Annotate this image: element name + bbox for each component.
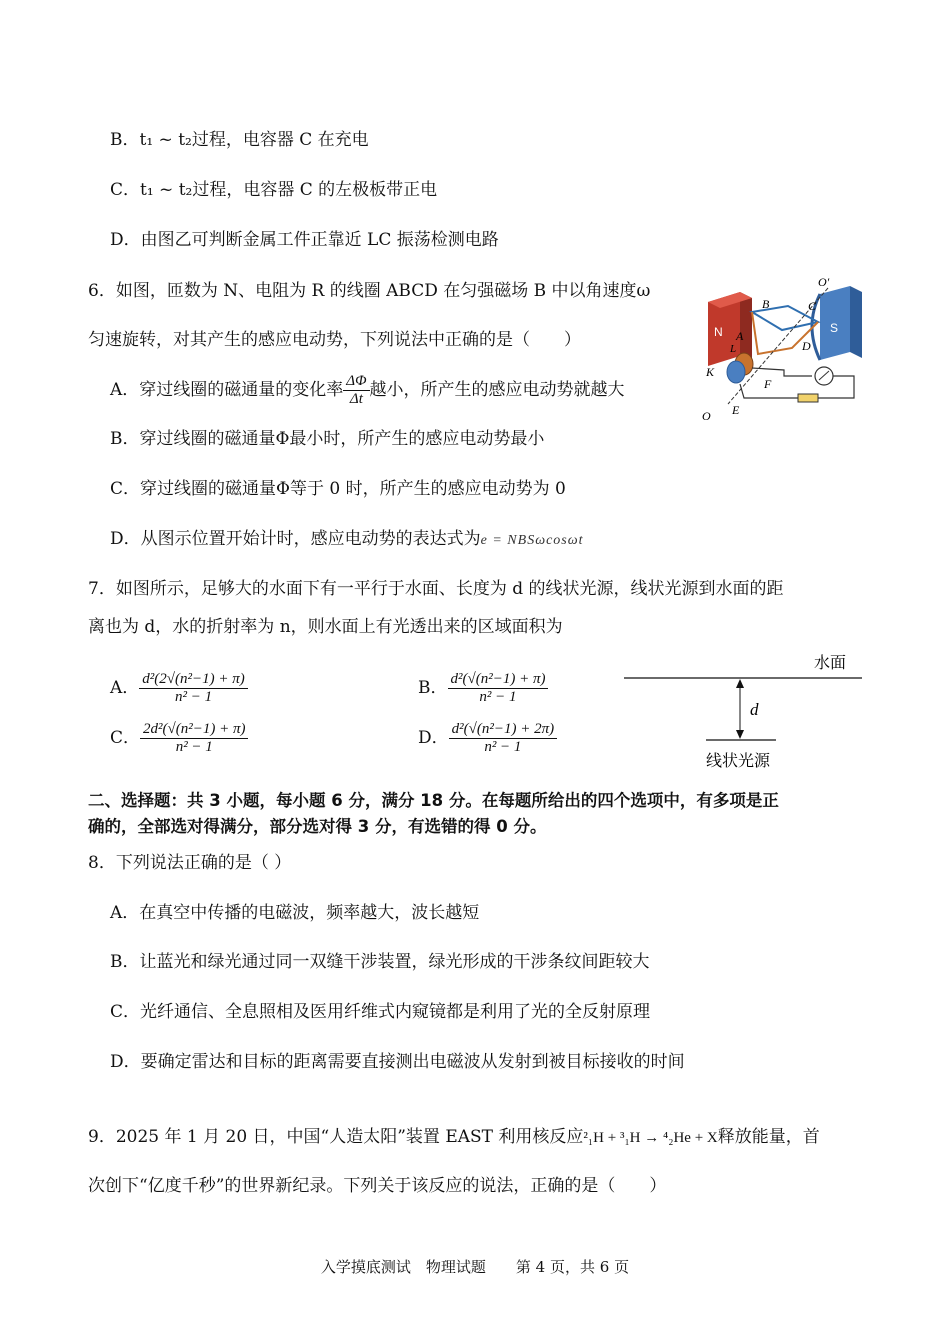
q7-option-d xyxy=(418,718,557,758)
q7-option-b-label: B． xyxy=(418,678,448,698)
label-f: F xyxy=(764,377,772,391)
label-o-prime: O′ xyxy=(818,275,830,289)
q7-option-c xyxy=(110,718,248,758)
arrow-down-icon xyxy=(736,730,744,739)
label-o: O xyxy=(702,409,711,423)
q8-stem: 8．下列说法正确的是（ ） xyxy=(88,853,292,873)
q7-a-num: d²(2√(n²−1) + π) xyxy=(139,671,247,689)
q7-b-den: n² − 1 xyxy=(479,689,517,705)
q5-option-c: C．t₁ ~ t₂过程，电容器 C 的左极板带正电 xyxy=(110,180,438,200)
page-footer: 入学摸底测试 物理试题 第 4 页，共 6 页 xyxy=(320,1258,630,1276)
q7-c-num: 2d²(√(n²−1) + π) xyxy=(140,721,248,739)
q7-option-a xyxy=(110,668,248,708)
q7-water-figure xyxy=(620,650,870,775)
q9-stem-line2: 次创下“亿度千秒”的世界新纪录。下列关于该反应的说法，正确的是（ ） xyxy=(88,1176,667,1196)
q5-option-b: B．t₁ ~ t₂过程，电容器 C 在充电 xyxy=(110,130,369,150)
label-a: A xyxy=(736,329,744,343)
q6-option-c: C．穿过线圈的磁通量Φ等于 0 时，所产生的感应电动势为 0 xyxy=(110,479,566,499)
q6-option-a xyxy=(110,372,625,408)
q8-option-b: B．让蓝光和绿光通过同一双缝干涉装置，绿光形成的干涉条纹间距较大 xyxy=(110,952,650,972)
q7-option-b xyxy=(418,668,548,708)
q8-option-a: A．在真空中传播的电磁波，频率越大，波长越短 xyxy=(110,903,480,923)
label-l: L xyxy=(730,343,737,355)
q6-option-d-formula: e = NBSωcosωt xyxy=(480,533,584,548)
q6-generator-figure xyxy=(700,274,865,424)
q7-d-num: d²(√(n²−1) + 2π) xyxy=(449,721,557,739)
distance-label: d xyxy=(750,700,759,719)
q7-option-d-fraction xyxy=(449,721,557,756)
q6-option-d-pre: D．从图示位置开始计时，感应电动势的表达式为 xyxy=(110,529,481,549)
section2-line2: 确的，全部选对得满分，部分选对得 3 分，有选错的得 0 分。 xyxy=(88,817,547,836)
label-e: E xyxy=(732,403,740,417)
source-label: 线状光源 xyxy=(706,751,771,770)
q6-option-d xyxy=(110,528,584,552)
q7-option-d-label: D． xyxy=(418,728,449,748)
q7-b-num: d²(√(n²−1) + π) xyxy=(448,671,549,689)
label-b: B xyxy=(762,297,770,311)
q6-option-a-fraction xyxy=(343,373,369,408)
q8-option-c: C．光纤通信、全息照相及医用纤维式内窥镜都是利用了光的全反射原理 xyxy=(110,1002,651,1022)
q7-stem-line2: 离也为 d，水的折射率为 n，则水面上有光透出来的区域面积为 xyxy=(88,617,563,637)
q9-stem-post: 释放能量，首 xyxy=(717,1127,820,1147)
q6-option-a-pre: A．穿过线圈的磁通量的变化率 xyxy=(110,380,344,400)
q7-option-c-label: C． xyxy=(110,728,141,748)
q7-option-a-fraction xyxy=(139,671,247,706)
q7-option-b-fraction xyxy=(448,671,549,706)
q7-stem-line1: 7．如图所示，足够大的水面下有一平行于水面、长度为 d 的线状光源，线状光源到水面的距 xyxy=(88,579,784,599)
label-n: N xyxy=(714,325,723,339)
q6-frac-den: Δt xyxy=(349,391,363,407)
slip-ring-e xyxy=(727,361,745,383)
q9-stem-line1 xyxy=(88,1126,820,1149)
q5-option-d: D．由图乙可判断金属工件正靠近 LC 振荡检测电路 xyxy=(110,230,499,250)
q6-stem-line2: 匀速旋转，对其产生的感应电动势，下列说法中正确的是（ ） xyxy=(88,330,581,350)
section2-line1: 二、选择题：共 3 小题，每小题 6 分，满分 18 分。在每题所给出的四个选项中，有多项是正 xyxy=(88,791,779,810)
q7-option-a-label: A． xyxy=(110,678,140,698)
arrow-up-icon xyxy=(736,679,744,688)
label-k: K xyxy=(706,365,715,379)
q6-option-b: B．穿过线圈的磁通量Φ最小时，所产生的感应电动势最小 xyxy=(110,429,545,449)
q7-c-den: n² − 1 xyxy=(175,739,213,755)
label-c: C xyxy=(808,299,817,313)
q6-option-a-post: 越小，所产生的感应电动势就越大 xyxy=(369,380,625,400)
label-d: D xyxy=(802,339,811,353)
water-label: 水面 xyxy=(814,653,847,672)
q9-stem-pre: 9．2025 年 1 月 20 日，中国“人造太阳”装置 EAST 利用核反应 xyxy=(88,1127,584,1147)
q7-option-c-fraction xyxy=(140,721,248,756)
resistor-icon xyxy=(798,394,818,402)
q7-d-den: n² − 1 xyxy=(484,739,522,755)
q9-reaction: ²₁H + ³₁H → ⁴₂He + X xyxy=(583,1130,718,1146)
label-s: S xyxy=(830,321,839,335)
q6-frac-num: ΔΦ xyxy=(343,373,369,391)
q7-a-den: n² − 1 xyxy=(174,689,213,705)
q6-stem-line1: 6．如图，匝数为 N、电阻为 R 的线圈 ABCD 在匀强磁场 B 中以角速度ω xyxy=(88,281,651,301)
q8-option-d: D．要确定雷达和目标的距离需要直接测出电磁波从发射到被目标接收的时间 xyxy=(110,1052,685,1072)
